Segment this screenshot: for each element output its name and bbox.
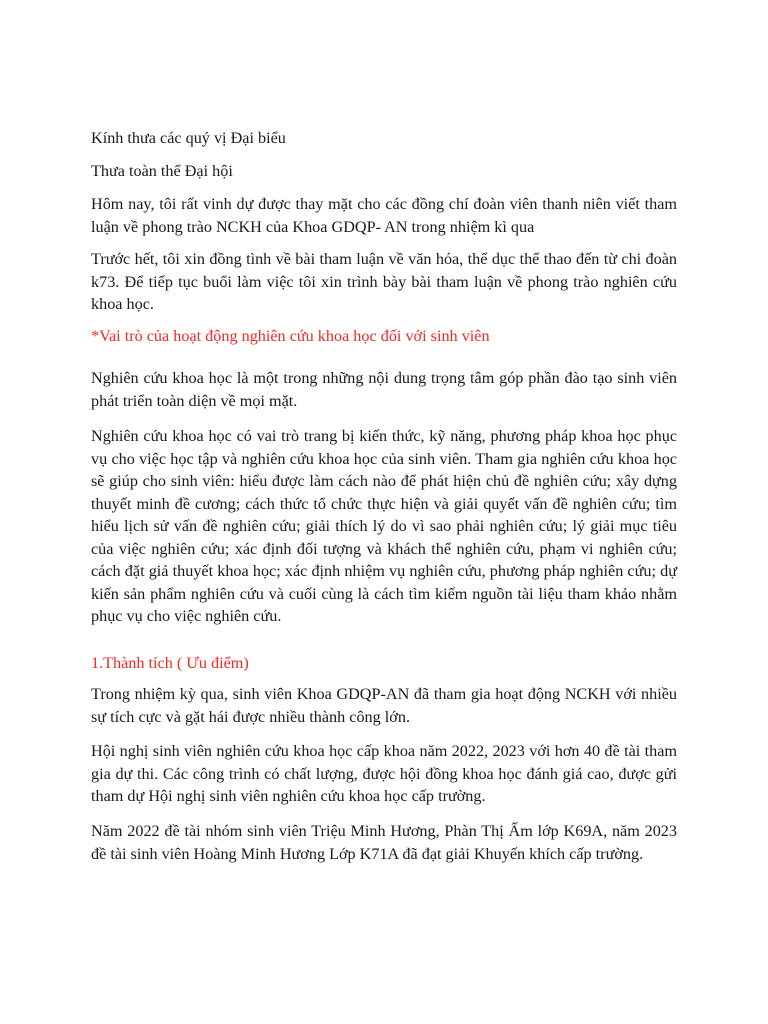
achievements-paragraph-3: Năm 2022 đề tài nhóm sinh viên Triệu Minh Hương, Phàn Thị Ấm lớp K69A, năm 2023 đề tài sinh viên Hoàng Minh Hương Lớp K71A đã đạt giải Khuyến khích cấp trường. (91, 822, 677, 863)
achievements-paragraph-1: Trong nhiệm kỳ qua, sinh viên Khoa GDQP-AN đã tham gia hoạt động NCKH với nhiều sự tích cực và gặt hái được nhiều thành công lớn. (91, 685, 677, 726)
role-paragraph-2: Nghiên cứu khoa học có vai trò trang bị kiến thức, kỹ năng, phương pháp khoa học phục vụ cho việc học tập và nghiên cứu khoa học của sinh viên. Tham gia nghiên cứu khoa học sẽ giúp cho sinh viên: hiểu được làm cách nào để phát hiện chủ đề nghiên cứu; xây dựng thuyết minh đề cương; cách thức tổ chức thực hiện và giải quyết vấn đề nghiên cứu; tìm hiểu lịch sử vấn đề nghiên cứu; giải thích lý do vì sao phải nghiên cứu; lý giải mục tiêu của việc nghiên cứu; xác định đối tượng và khách thể nghiên cứu, phạm vi nghiên cứu; cách đặt giả thuyết khoa học; xác định nhiệm vụ nghiên cứu, phương pháp nghiên cứu; dự kiến sản phẩm nghiên cứu và cuối cùng là cách tìm kiếm nguồn tài liệu tham khảo nhằm phục vụ cho việc nghiên cứu. (91, 427, 677, 625)
achievements-paragraph-2: Hội nghị sinh viên nghiên cứu khoa học cấp khoa năm 2022, 2023 với hơn 40 đề tài tham gia dự thi. Các công trình có chất lượng, được hội đồng khoa học đánh giá cao, được gửi tham dự Hội nghị sinh viên nghiên cứu khoa học cấp trường. (91, 742, 677, 805)
section-heading-role: *Vai trò của hoạt động nghiên cứu khoa học đối với sinh viên (91, 327, 490, 345)
intro-paragraph: Hôm nay, tôi rất vinh dự được thay mặt cho các đồng chí đoàn viên thanh niên viết tham luận về phong trào NCKH của Khoa GDQP- AN trong nhiệm kì qua (91, 195, 677, 236)
opening-paragraph: Trước hết, tôi xin đồng tình về bài tham luận về văn hóa, thể dục thể thao đến từ chi đoàn k73. Để tiếp tục buổi làm việc tôi xin trình bày bài tham luận về phong trào nghiên cứu khoa học. (91, 250, 677, 313)
role-paragraph-1: Nghiên cứu khoa học là một trong những nội dung trọng tâm góp phần đào tạo sinh viên phát triển toàn diện về mọi mặt. (91, 369, 677, 410)
section-heading-achievements: 1.Thành tích ( Ưu điểm) (91, 654, 249, 672)
greeting-congress: Thưa toàn thể Đại hội (91, 162, 233, 180)
greeting-delegates: Kính thưa các quý vị Đại biểu (91, 129, 286, 147)
